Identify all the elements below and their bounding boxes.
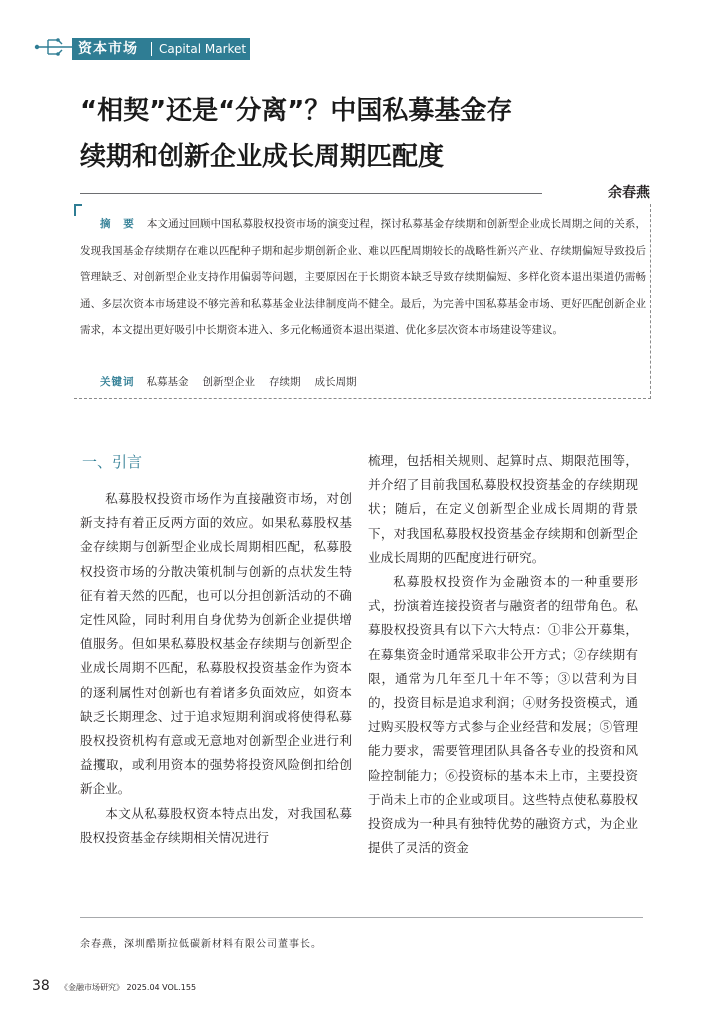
circuit-icon — [32, 36, 72, 58]
keyword: 成长周期 — [314, 376, 357, 388]
title-rule — [80, 193, 542, 194]
section-label-english: Capital Market — [159, 42, 247, 56]
keywords — [80, 372, 640, 392]
journal-info: 《金融市场研究》 2025.04 VOL.155 — [60, 983, 197, 992]
keywords-label: 关键词 — [100, 376, 135, 388]
paragraph: 私募股权投资市场作为直接融资市场，对创新支持有着正反两方面的效应。如果私募股权基金存续期与创新型企业成长周期相匹配，私募股权投资市场的分散决策机制与创新的点状发生特征有着天然的匹配，也可以分担创新活动的不确定性风险，同时利用自身优势为创新企业提供增值服务。但如果私募股权基金存续期与创新型企业成长周期不匹配，私募股权投资基金作为资本的逐利属性对创新也有着诸多负面效应，如资本缺乏长期理念、过于追求短期利润或将使得私募股权投资机构有意或无意地对创新型企业进行利益攫取，或利用资本的强势将投资风险倒扣给创新企业。 — [80, 491, 352, 797]
abstract-text: 本文通过回顾中国私募股权投资市场的演变过程，探讨私募基金存续期和创新型企业成长周期之间的关系，发现我国基金存续期存在难以匹配种子期和起步期创新企业、难以匹配周期较长的战略性新兴产业、存续期偏短导致投后管理缺乏、对创新型企业支持作用偏弱等问题，主要原因在于长期资本缺乏导致存续期偏短、多样化资本退出渠道仍需畅通、多层次资本市场建设不够完善和私募基金业法律制度尚不健全。最后，为完善中国私募基金市场、更好匹配创新企业需求，本文提出更好吸引中长期资本进入、多元化畅通资本退出渠道、优化多层次资本市场建设等建议。 — [80, 218, 647, 336]
footnote: 余春燕，深圳酷斯拉低碳新材料有限公司董事长。 — [80, 939, 322, 950]
footnote-rule — [80, 917, 643, 918]
keyword: 存续期 — [269, 376, 301, 388]
article-title — [80, 88, 660, 180]
section-heading: 一、引言 — [82, 453, 143, 471]
abstract — [80, 211, 646, 344]
title-line-2: 续期和创新企业成长周期匹配度 — [80, 142, 445, 172]
title-line-1: “相契”还是“分离”？中国私募基金存 — [80, 96, 513, 126]
section-label: 资本市场 — [78, 41, 138, 57]
abstract-label: 摘 要 — [100, 218, 135, 230]
page-number: 38 — [32, 978, 50, 994]
paragraph: 本文从私募股权资本特点出发，对我国私募股权投资基金存续期相关情况进行 — [80, 805, 352, 845]
paragraph: 梳理，包括相关规则、起算时点、期限范围等，并介绍了目前我国私募股权投资基金的存续期现状；随后，在定义创新型企业成长周期的背景下，对我国私募股权投资基金存续期和创新型企业成长周期的匹配度进行研究。 — [368, 453, 638, 565]
keyword: 创新型企业 — [202, 376, 255, 388]
body-column-right — [368, 449, 638, 860]
section-divider — [151, 42, 152, 56]
keyword: 私募基金 — [146, 376, 189, 388]
body-column-left — [80, 487, 352, 850]
paragraph: 私募股权投资作为金融资本的一种重要形式，扮演着连接投资者与融资者的纽带角色。私募股权投资具有以下六大特点：①非公开募集，在募集资金时通常采取非公开方式；②存续期有限，通常为几年至几十年不等；③以营利为目的，投资目标是追求利润；④财务投资模式，通过购买股权等方式参与企业经营和发展；⑤管理能力要求，需要管理团队具备各专业的投资和风险控制能力；⑥投资标的基本未上市，主要投资于尚未上市的企业或项目。这些特点使私募股权投资成为一种具有独特优势的融资方式，为企业提供了灵活的资金 — [368, 574, 638, 856]
author-name: 余春燕 — [608, 185, 650, 201]
